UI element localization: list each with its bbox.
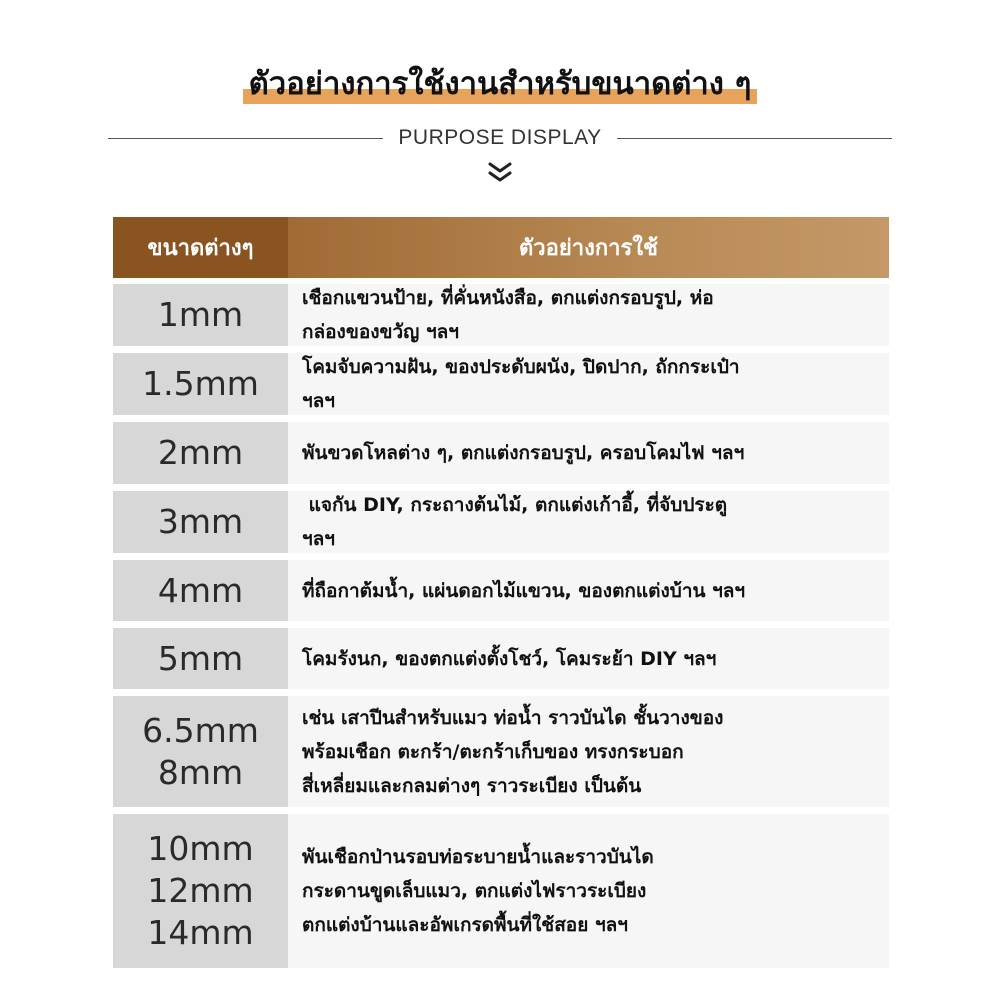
use-line: พันเชือกป่านรอบท่อระบายน้ำและราวบันได	[302, 846, 654, 868]
table-row	[113, 560, 889, 621]
table-row	[113, 284, 889, 346]
size-value: 6.5mm	[142, 710, 259, 750]
table-row	[113, 353, 889, 415]
use-line: เชือกแขวนป้าย, ที่คั่นหนังสือ, ตกแต่งกรอบรูป, ห่อ	[302, 287, 714, 309]
use-line: ตกแต่งบ้านและอัพเกรดพื้นที่ใช้สอย ฯลฯ	[302, 914, 628, 936]
usage-table	[113, 217, 889, 975]
header-size: ขนาดต่างๆ	[113, 217, 288, 278]
size-cell	[113, 696, 288, 807]
table-row	[113, 696, 889, 807]
size-value: 14mm	[147, 913, 254, 952]
divider-line-right	[617, 138, 892, 139]
subtitle-divider	[108, 122, 892, 156]
use-cell	[288, 284, 889, 346]
size-value: 10mm	[147, 829, 254, 868]
use-cell	[288, 696, 889, 807]
table-body	[113, 284, 889, 968]
use-line: กล่องของขวัญ ฯลฯ	[302, 321, 459, 343]
size-cell	[113, 422, 288, 484]
use-line: โคมรังนก, ของตกแต่งตั้งโชว์, โคมระย้า DIY ฯลฯ	[302, 647, 717, 670]
size-value: 8mm	[157, 752, 244, 792]
table-row	[113, 628, 889, 689]
use-line: เช่น เสาปีนสำหรับแมว ท่อน้ำ ราวบันได ชั้นวางของ	[302, 706, 724, 729]
size-value: 1mm	[157, 295, 244, 334]
size-value: 5mm	[157, 638, 244, 678]
divider-line-left	[108, 138, 383, 139]
use-line: โคมจับความฝัน, ของประดับผนัง, ปิดปาก, ถักกระเป๋า	[302, 356, 740, 378]
size-value: 3mm	[157, 502, 244, 541]
size-value: 2mm	[157, 433, 244, 472]
use-cell	[288, 814, 889, 968]
use-cell	[288, 560, 889, 621]
table-row	[113, 491, 889, 553]
use-cell	[288, 628, 889, 689]
size-cell	[113, 628, 288, 689]
table-row	[113, 422, 889, 484]
use-cell	[288, 353, 889, 415]
table-header	[113, 217, 889, 278]
use-line: พันขวดโหลต่าง ๆ, ตกแต่งกรอบรูป, ครอบโคมไฟ ฯลฯ	[302, 442, 745, 464]
table-row	[113, 814, 889, 968]
use-line: กระดานขูดเล็บแมว, ตกแต่งไฟราวระเบียง	[302, 880, 647, 902]
size-cell	[113, 491, 288, 553]
use-line: ฯลฯ	[302, 528, 335, 550]
size-cell	[113, 353, 288, 415]
double-chevron-down-icon	[486, 160, 514, 186]
size-cell	[113, 814, 288, 968]
size-cell	[113, 560, 288, 621]
use-line: แจกัน DIY, กระถางต้นไม้, ตกแต่งเก้าอี้, ที่จับประตู	[302, 494, 728, 516]
use-cell	[288, 491, 889, 553]
size-value: 12mm	[147, 871, 254, 910]
use-cell	[288, 422, 889, 484]
header-use: ตัวอย่างการใช้	[288, 217, 889, 278]
size-cell	[113, 284, 288, 346]
size-value: 1.5mm	[142, 364, 259, 403]
use-line: สี่เหลี่ยมและกลมต่างๆ ราวระเบียง เป็นต้น	[302, 774, 642, 797]
use-line: ฯลฯ	[302, 390, 335, 412]
size-value: 4mm	[157, 570, 244, 610]
subtitle: PURPOSE DISPLAY	[398, 126, 602, 149]
use-line: พร้อมเชือก ตะกร้า/ตะกร้าเก็บของ ทรงกระบอก	[302, 740, 684, 763]
title-wrap	[0, 58, 1000, 108]
page-title: ตัวอย่างการใช้งานสำหรับขนาดต่าง ๆ	[243, 58, 758, 108]
use-line: ที่ถือกาต้มน้ำ, แผ่นดอกไม้แขวน, ของตกแต่งบ้าน ฯลฯ	[302, 579, 746, 602]
